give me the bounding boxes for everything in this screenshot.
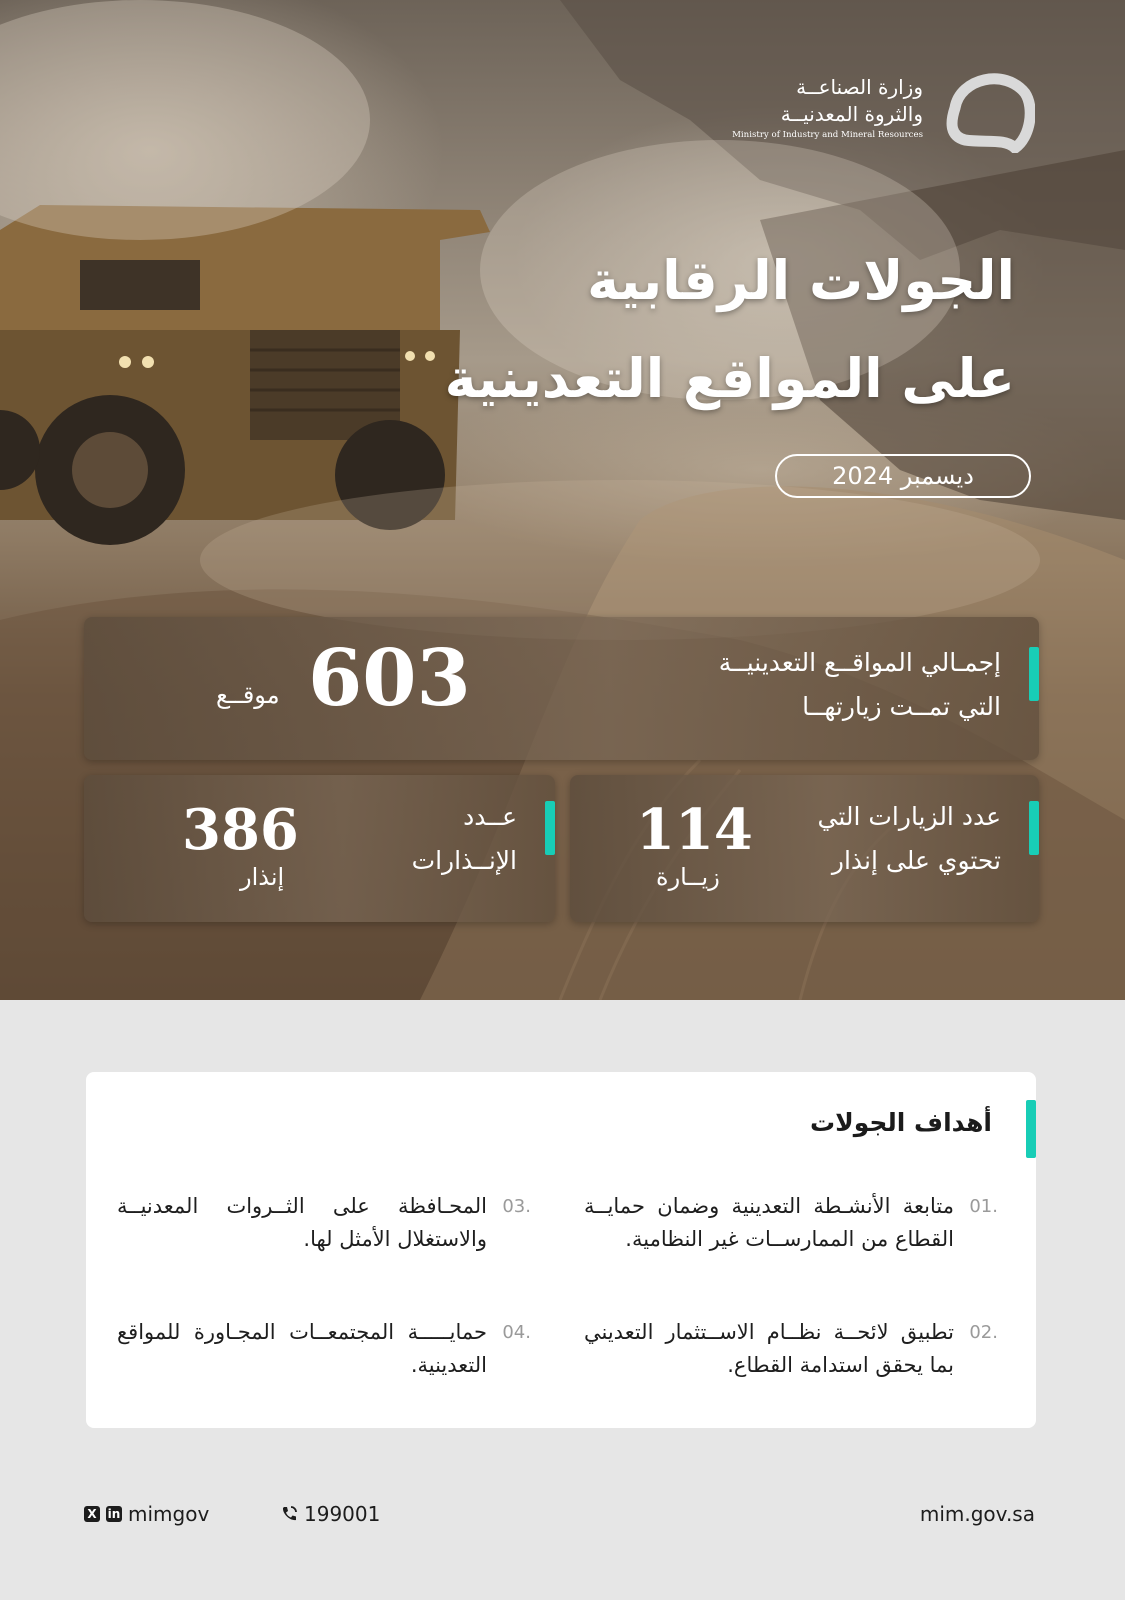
goals-heading: أهداف الجولات — [809, 1108, 992, 1137]
website-url[interactable]: mim.gov.sa — [919, 1502, 1035, 1526]
goal-number: .01 — [969, 1196, 998, 1217]
stat-label-line2: التي تمــت زيارتهــا — [802, 692, 1001, 721]
website-link[interactable] — [920, 1502, 1035, 1526]
goal-number: .04 — [502, 1322, 531, 1343]
linkedin-icon[interactable]: in — [107, 1507, 121, 1521]
goal-item-2 — [578, 1322, 998, 1392]
stat-label — [719, 641, 1001, 729]
stat-card-warnings — [84, 775, 555, 922]
ministry-logo — [732, 68, 1035, 158]
social-handle[interactable]: mimgov — [128, 1502, 210, 1526]
ministry-name-en: Ministry of Industry and Mineral Resources — [732, 130, 923, 140]
phone-icon — [280, 1505, 298, 1523]
x-logo-icon[interactable]: X — [84, 1506, 100, 1522]
goal-text: تطبيق لائحــة نظــام الاســتثمار التعديني بما يحقق استدامة القطاع. — [584, 1320, 954, 1377]
footer — [0, 1502, 1125, 1532]
stat-label — [412, 795, 517, 883]
goals-accent-bar — [1026, 1100, 1036, 1158]
stat-label-line1: عدد الزيارات التي — [817, 802, 1001, 831]
goals-panel — [86, 1072, 1036, 1428]
ministry-name-ar — [781, 74, 923, 128]
goal-item-1 — [578, 1196, 998, 1296]
goal-item-4 — [111, 1322, 531, 1392]
phone-number[interactable]: 199001 — [304, 1502, 381, 1526]
stat-card-total-sites — [84, 617, 1039, 760]
stat-value: 386 — [182, 797, 299, 863]
stat-unit: موقــع — [216, 681, 280, 709]
ministry-emblem-icon — [945, 68, 1035, 153]
stat-value: 114 — [636, 797, 753, 863]
stat-card-visits-with-warnings — [570, 775, 1039, 922]
ministry-name-ar-line1: وزارة الصناعــة — [796, 75, 923, 99]
stat-unit: زيــارة — [656, 863, 720, 891]
stat-label-line2: الإنــذارات — [411, 846, 517, 875]
card-accent-bar — [1029, 647, 1039, 701]
stat-value: 603 — [308, 633, 471, 724]
goal-text: متابعة الأنشـطة التعدينية وضمان حمايــة القطاع من الممارســات غير النظامية. — [584, 1194, 954, 1251]
card-accent-bar — [545, 801, 555, 855]
ministry-name-ar-line2: والثروة المعدنيــة — [780, 102, 923, 126]
stat-label-line1: عــدد — [463, 802, 517, 831]
stat-label-line1: إجمـالي المواقــع التعدينيــة — [718, 648, 1001, 677]
page-title — [395, 232, 1015, 428]
phone-contact[interactable] — [280, 1502, 380, 1526]
stat-label — [818, 795, 1002, 883]
page-title-line2: على المواقع التعدينية — [444, 347, 1015, 410]
goal-number: .02 — [969, 1322, 998, 1343]
page-title-line1: الجولات الرقابية — [587, 249, 1015, 312]
goal-item-3 — [111, 1196, 531, 1266]
goal-text: المحـافظة على الثــروات المعدنيــة والاستغلال الأمثل لها. — [117, 1194, 487, 1251]
card-accent-bar — [1029, 801, 1039, 855]
stat-unit: إنذار — [240, 863, 285, 891]
social-links[interactable] — [84, 1502, 209, 1526]
goal-text: حمايـــــة المجتمعــات المجـاورة للمواقع التعدينية. — [117, 1320, 487, 1377]
goal-number: .03 — [502, 1196, 531, 1217]
stat-label-line2: تحتوي على إنذار — [831, 846, 1001, 875]
date-badge: ديسمبر 2024 — [775, 454, 1031, 498]
